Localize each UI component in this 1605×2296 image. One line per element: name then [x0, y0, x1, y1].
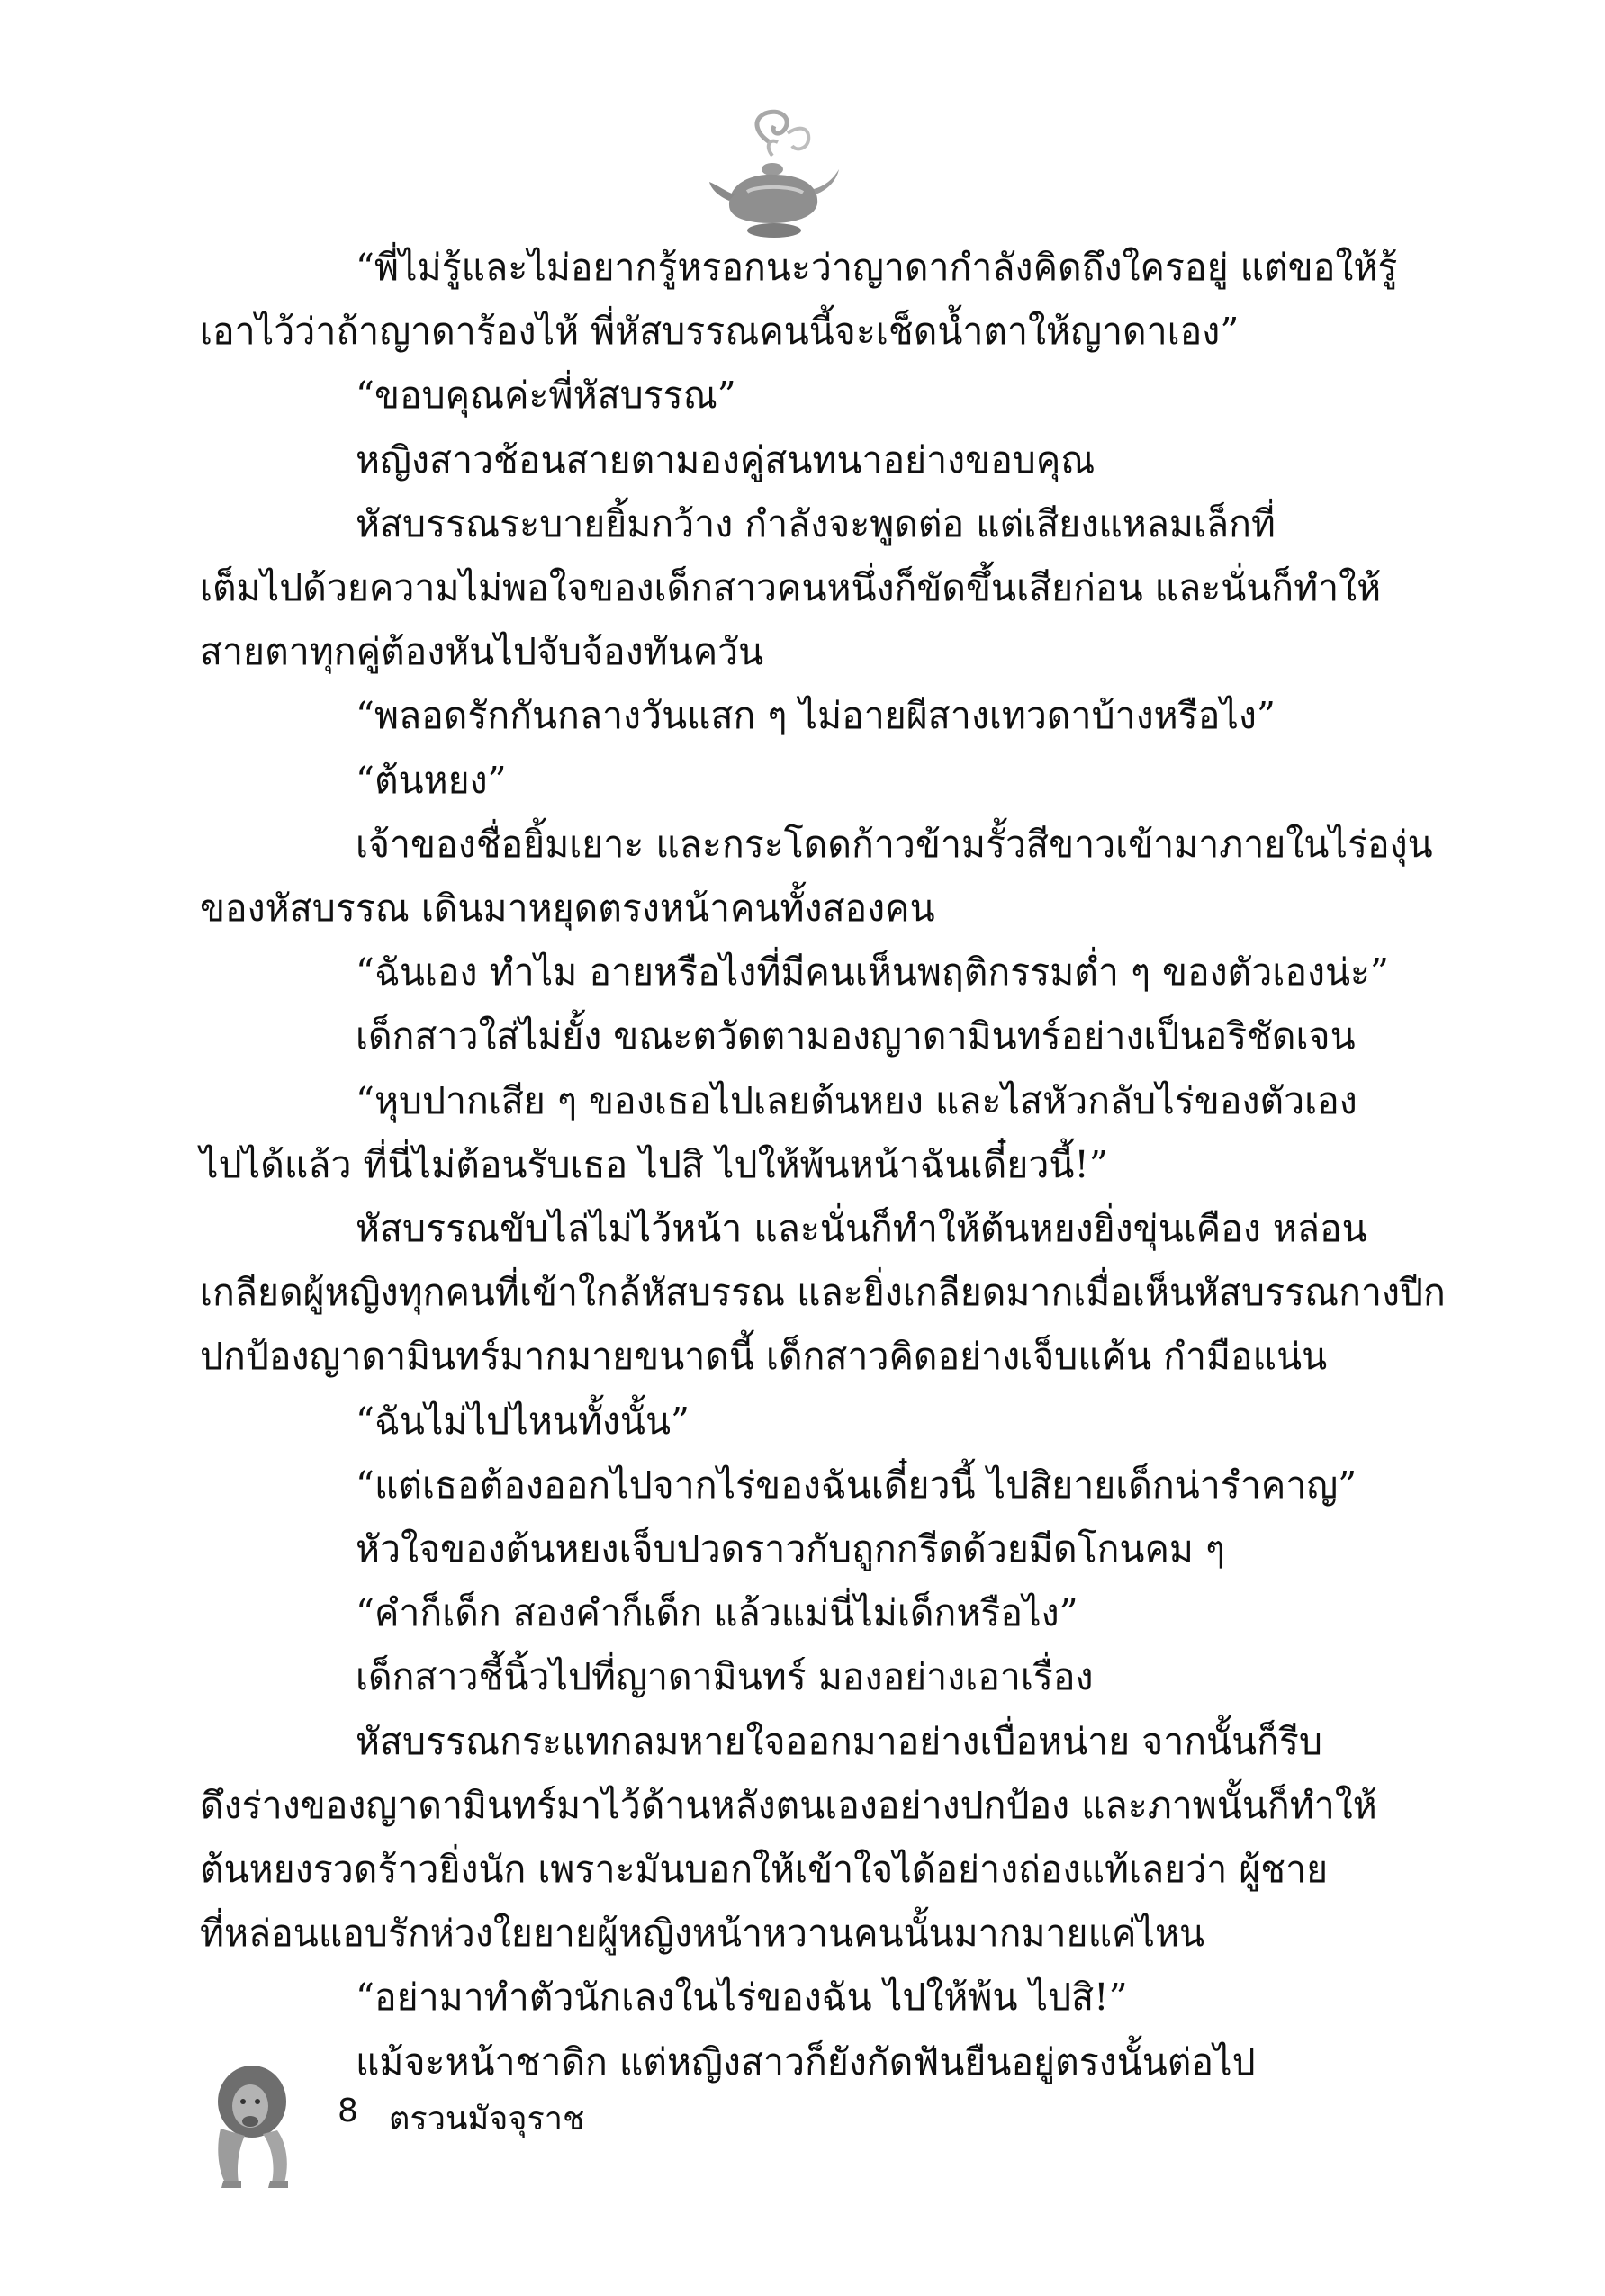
- text-line: “ฉันเอง ทำไม อายหรือไงที่มีคนเห็นพฤติกรรมต่ำ ๆ ของตัวเองน่ะ”: [356, 950, 1389, 995]
- text-line: “ต้นหยง”: [356, 758, 507, 802]
- genie-lamp-icon: [702, 106, 846, 250]
- text-line: แม้จะหน้าชาดิก แต่หญิงสาวก็ยังกัดฟันยืนอยู่ตรงนั้นต่อไป: [356, 2039, 1256, 2084]
- text-line: เต็มไปด้วยความไม่พอใจของเด็กสาวคนหนึ่งก็ขัดขึ้นเสียก่อน และนั่นก็ทำให้: [200, 566, 1382, 610]
- text-line: เอาไว้ว่าถ้าญาดาร้องไห้ พี่หัสบรรณคนนี้จะเช็ดน้ำตาให้ญาดาเอง”: [200, 310, 1240, 354]
- text-line: “แต่เธอต้องออกไปจากไร่ของฉันเดี๋ยวนี้ ไปสิยายเด็กน่ารำคาญ”: [356, 1463, 1357, 1507]
- text-line: “ฉันไม่ไปไหนทั้งนั้น”: [356, 1399, 690, 1443]
- text-line: “พี่ไม่รู้และไม่อยากรู้หรอกนะว่าญาดากำลังคิดถึงใครอยู่ แต่ขอให้รู้: [356, 246, 1398, 289]
- text-line: เกลียดผู้หญิงทุกคนที่เข้าใกล้หัสบรรณ และยิ่งเกลียดมากเมื่อเห็นหัสบรรณกางปีก: [200, 1271, 1446, 1315]
- text-line: “พลอดรักกันกลางวันแสก ๆ ไม่อายผีสางเทวดาบ้างหรือไง”: [356, 694, 1276, 738]
- text-line: ต้นหยงรวดร้าวยิ่งนัก เพราะมันบอกให้เข้าใจได้อย่างถ่องแท้เลยว่า ผู้ชาย: [200, 1848, 1329, 1892]
- page-footer: [189, 2057, 729, 2201]
- text-line: “อย่ามาทำตัวนักเลงในไร่ของฉัน ไปให้พ้น ไปสิ!”: [356, 1976, 1128, 2020]
- text-line: ที่หล่อนแอบรักห่วงใยยายผู้หญิงหน้าหวานคนนั้นมากมายแค่ไหน: [200, 1912, 1205, 1956]
- text-line: ปกป้องญาดามินทร์มากมายขนาดนี้ เด็กสาวคิดอย่างเจ็บแค้น กำมือแน่น: [200, 1335, 1328, 1379]
- body-text: [200, 236, 1446, 2094]
- text-line: “หุบปากเสีย ๆ ของเธอไปเลยต้นหยง และไสหัวกลับไร่ของตัวเอง: [356, 1078, 1357, 1122]
- text-line: หัสบรรณกระแทกลมหายใจออกมาอย่างเบื่อหน่าย จากนั้นก็รีบ: [356, 1719, 1322, 1763]
- page-number: 8: [338, 2093, 358, 2129]
- text-line: “คำก็เด็ก สองคำก็เด็ก แล้วแม่นี่ไม่เด็กหรือไง”: [356, 1591, 1078, 1635]
- text-line: ของหัสบรรณ เดินมาหยุดตรงหน้าคนทั้งสองคน: [200, 887, 935, 931]
- text-line: หัวใจของต้นหยงเจ็บปวดราวกับถูกกรีดด้วยมีดโกนคม ๆ: [356, 1527, 1225, 1571]
- text-line: ไปได้แล้ว ที่นี่ไม่ต้อนรับเธอ ไปสิ ไปให้พ้นหน้าฉันเดี๋ยวนี้!”: [200, 1142, 1108, 1186]
- text-line: เด็กสาวใส่ไม่ยั้ง ขณะตวัดตามองญาดามินทร์อย่างเป็นอริชัดเจน: [356, 1014, 1356, 1058]
- text-line: สายตาทุกคู่ต้องหันไปจับจ้องทันควัน: [200, 630, 764, 674]
- text-line: เด็กสาวชี้นิ้วไปที่ญาดามินทร์ มองอย่างเอาเรื่อง: [356, 1655, 1094, 1699]
- book-title: ตรวนมัจจุราช: [389, 2101, 585, 2138]
- text-line: เจ้าของชื่อยิ้มเยาะ และกระโดดก้าวข้ามรั้วสีขาวเข้ามาภายในไร่องุ่น: [356, 822, 1433, 866]
- text-line: หัสบรรณระบายยิ้มกว้าง กำลังจะพูดต่อ แต่เสียงแหลมเล็กที่: [356, 501, 1276, 545]
- text-line: ดึงร่างของญาดามินทร์มาไว้ด้านหลังตนเองอย่างปกป้อง และภาพนั้นก็ทำให้: [200, 1783, 1377, 1827]
- text-line: หัสบรรณขับไล่ไม่ไว้หน้า และนั่นก็ทำให้ต้นหยงยิ่งขุ่นเคือง หล่อน: [356, 1207, 1367, 1251]
- lion-icon: [189, 2057, 306, 2192]
- text-line: “ขอบคุณค่ะพี่หัสบรรณ”: [356, 374, 736, 418]
- text-line: หญิงสาวช้อนสายตามองคู่สนทนาอย่างขอบคุณ: [356, 437, 1096, 482]
